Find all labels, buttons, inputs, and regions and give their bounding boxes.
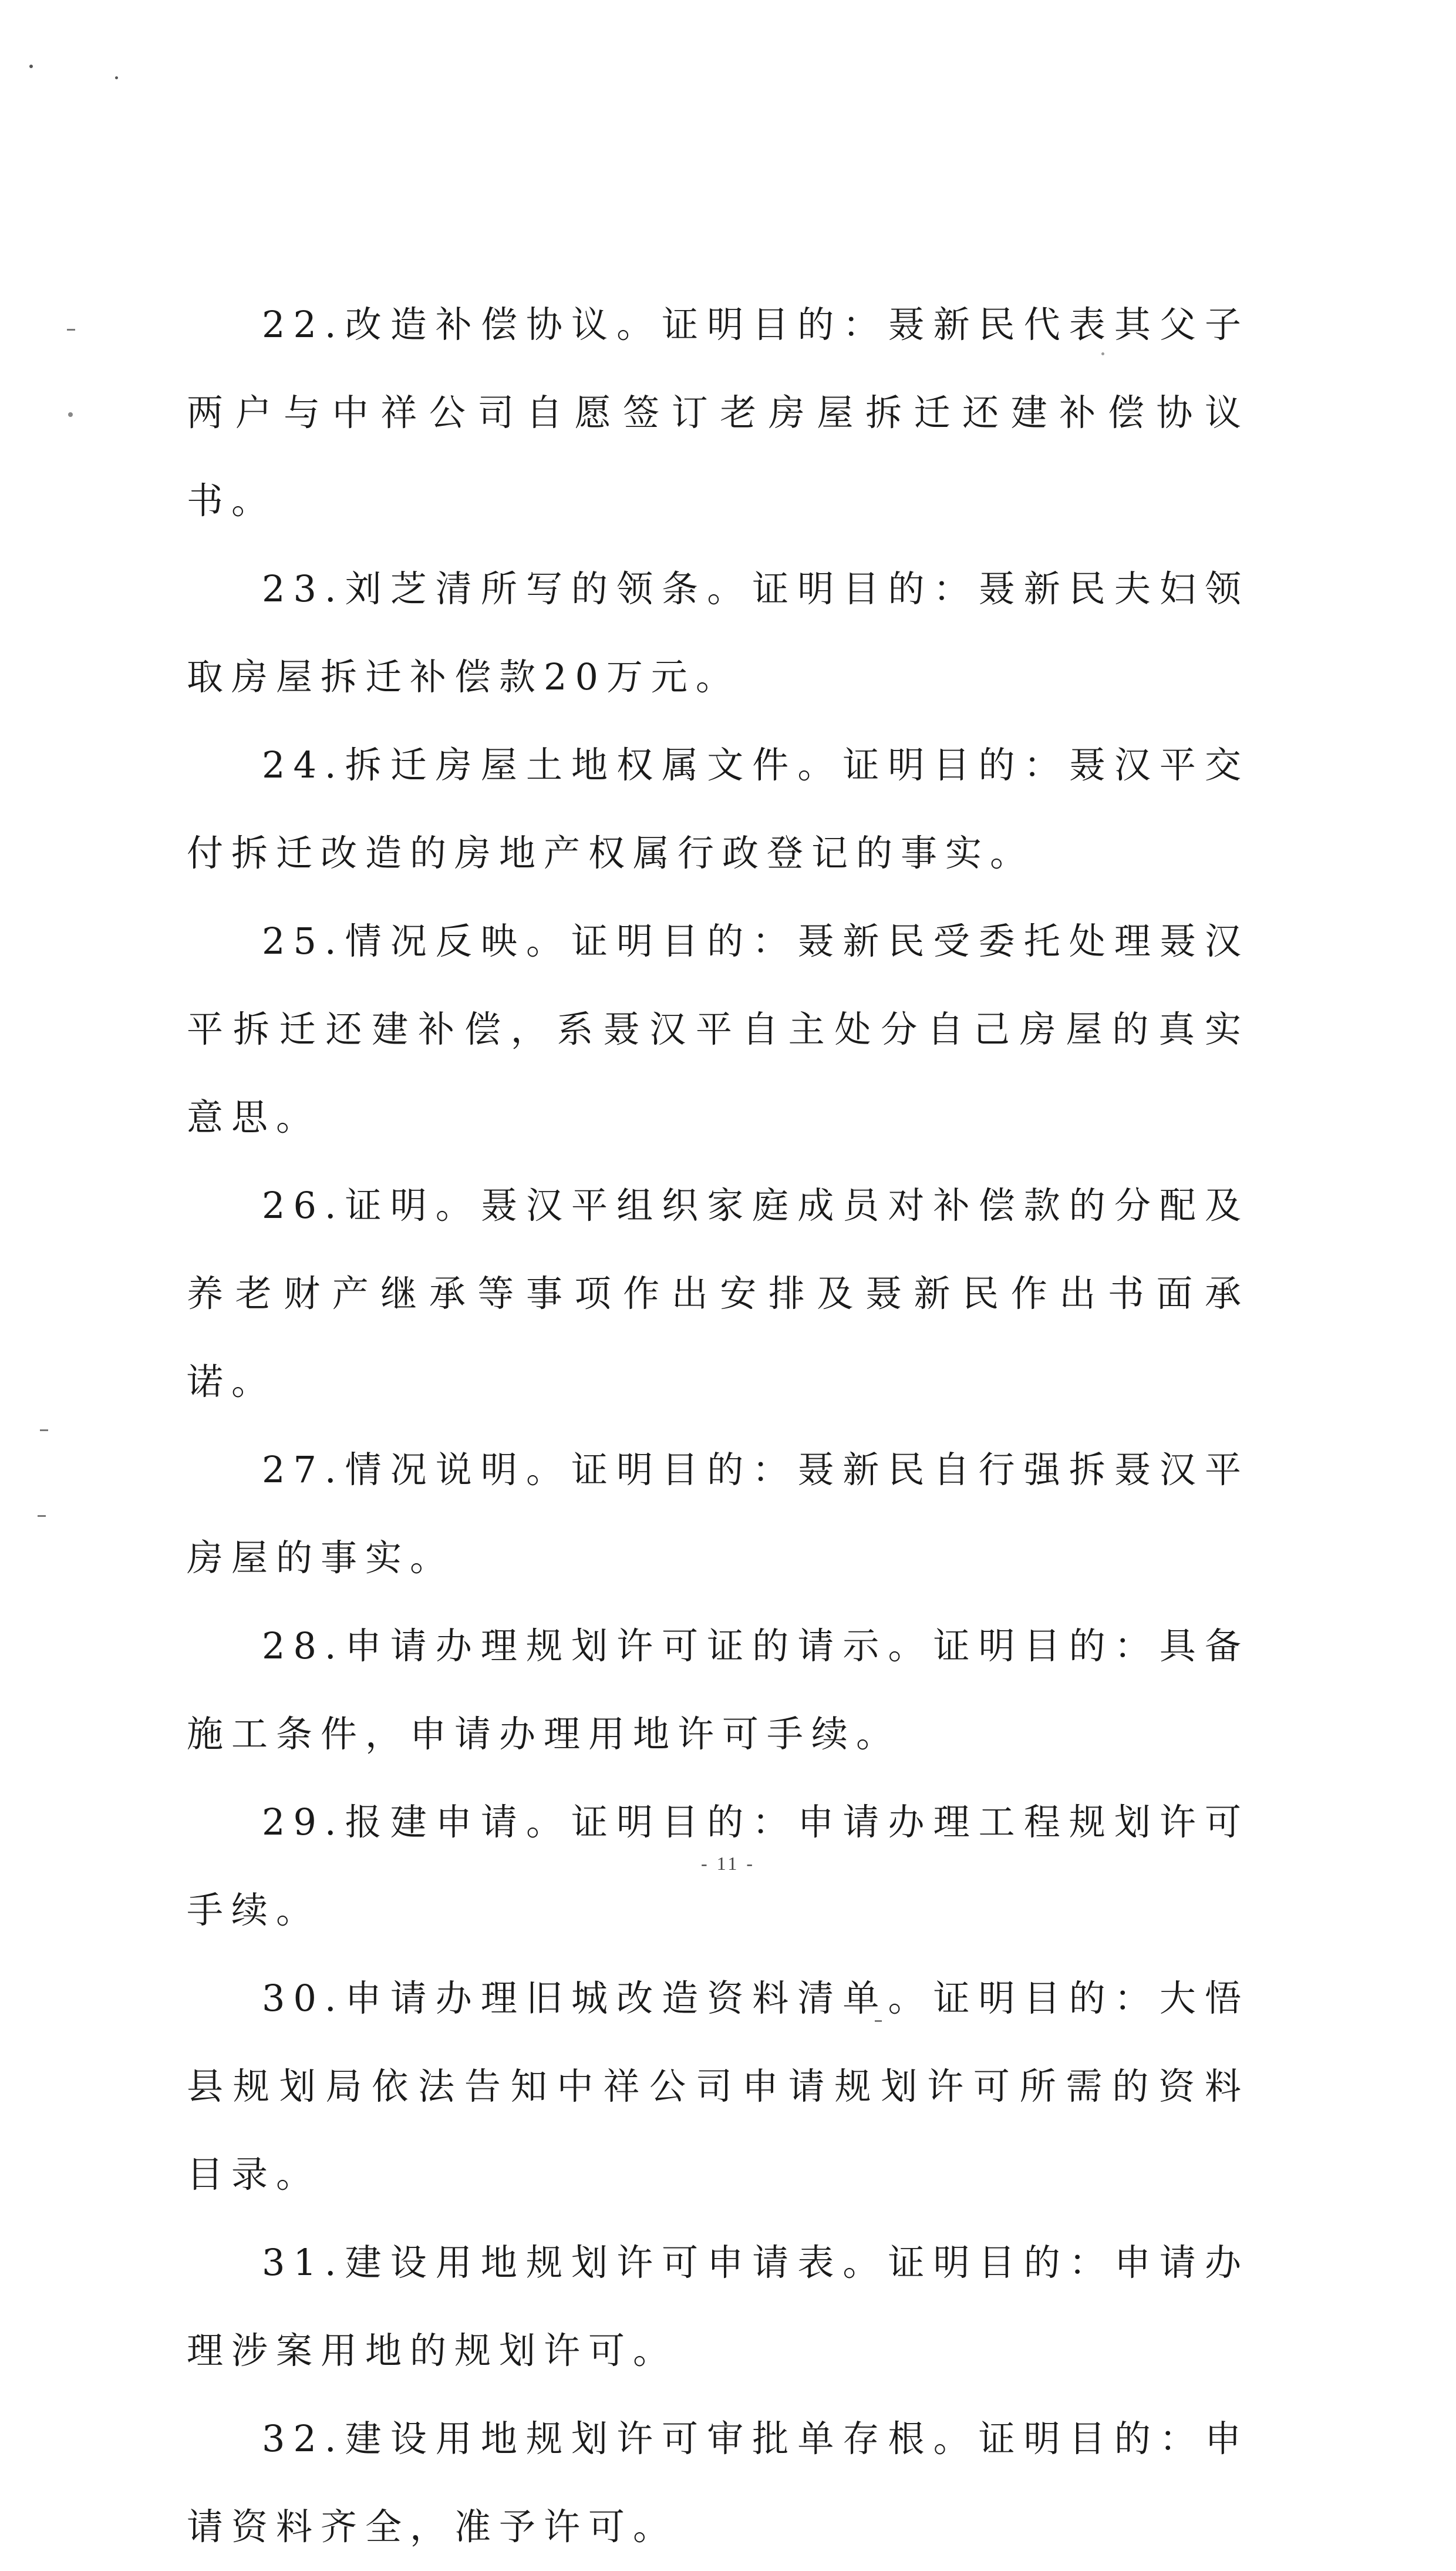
evidence-item-27: 27.情况说明。证明目的：聂新民自行强拆聂汉平房屋的事实。 bbox=[187, 1448, 1249, 1579]
evidence-item-32: 32.建设用地规划许可审批单存根。证明目的：申请资料齐全，准予许可。 bbox=[187, 2417, 1249, 2548]
evidence-item-22: 22.改造补偿协议。证明目的：聂新民代表其父子两户与中祥公司自愿签订老房屋拆迁还建补偿协议书。 bbox=[187, 303, 1249, 522]
evidence-item-24: 24.拆迁房屋土地权属文件。证明目的：聂汉平交付拆迁改造的房地产权属行政登记的事实。 bbox=[187, 743, 1249, 874]
evidence-list bbox=[187, 281, 1249, 2571]
evidence-item-29: 29.报建申请。证明目的：申请办理工程规划许可手续。 bbox=[187, 1801, 1249, 1931]
evidence-item-23: 23.刘芝清所写的领条。证明目的：聂新民夫妇领取房屋拆迁补偿款20万元。 bbox=[187, 567, 1249, 698]
page-number: - 11 - bbox=[700, 1853, 756, 1874]
scan-speck bbox=[68, 412, 73, 417]
scan-mark bbox=[67, 329, 75, 331]
scan-speck bbox=[29, 65, 33, 68]
evidence-item-26: 26.证明。聂汉平组织家庭成员对补偿款的分配及养老财产继承等事项作出安排及聂新民作出书面承诺。 bbox=[187, 1184, 1249, 1403]
evidence-item-30: 30.申请办理旧城改造资料清单。证明目的：大悟县规划局依法告知中祥公司申请规划许可所需的资料目录。 bbox=[187, 1977, 1249, 2196]
evidence-item-28: 28.申请办理规划许可证的请示。证明目的：具备施工条件，申请办理用地许可手续。 bbox=[187, 1624, 1249, 1755]
scan-mark bbox=[40, 1429, 48, 1431]
evidence-item-25: 25.情况反映。证明目的：聂新民受委托处理聂汉平拆迁还建补偿，系聂汉平自主处分自己房屋的真实意思。 bbox=[187, 920, 1249, 1139]
scan-speck bbox=[115, 76, 118, 79]
evidence-item-31: 31.建设用地规划许可申请表。证明目的：申请办理涉案用地的规划许可。 bbox=[187, 2241, 1249, 2372]
scan-mark bbox=[38, 1515, 46, 1517]
